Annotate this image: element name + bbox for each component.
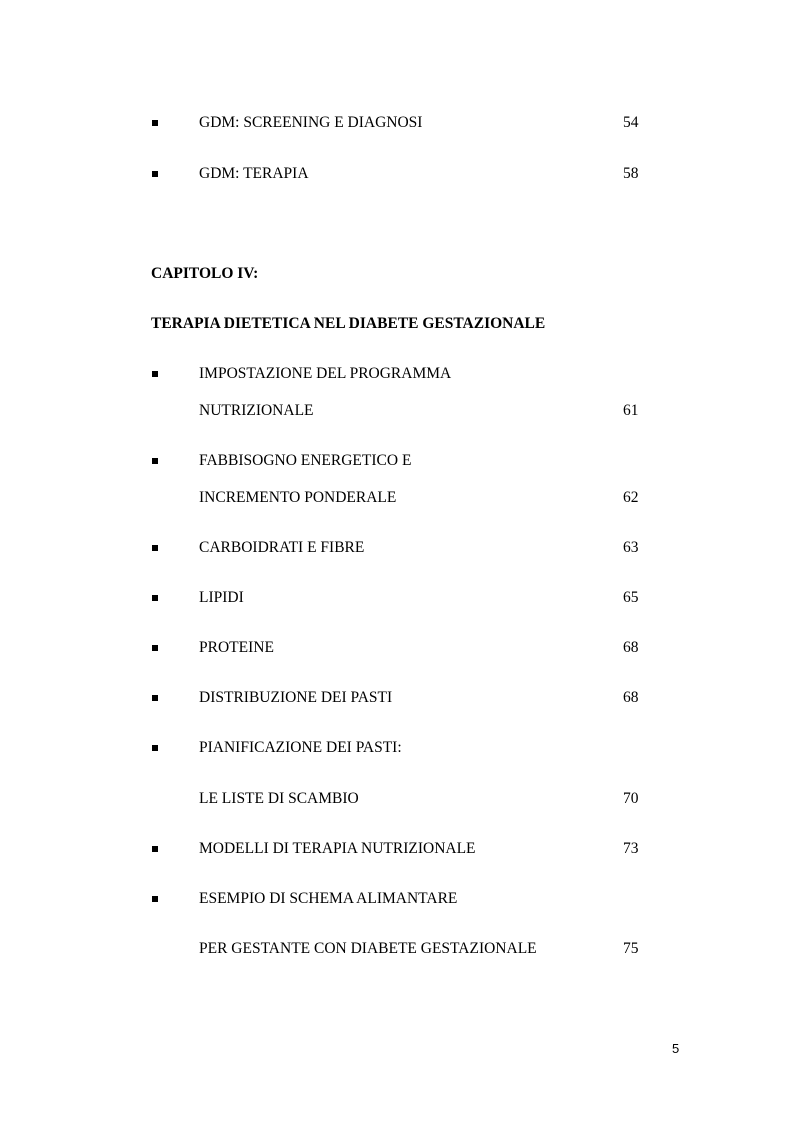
toc-entry-title-line1: IMPOSTAZIONE DEL PROGRAMMA [199, 365, 452, 382]
bullet-icon [152, 545, 158, 551]
toc-entry-title: DISTRIBUZIONE DEI PASTI [199, 689, 393, 706]
toc-entry-page: 61 [623, 402, 639, 419]
bullet-icon [152, 120, 158, 126]
toc-entry-page: 75 [623, 940, 639, 957]
toc-entry-title: PROTEINE [199, 639, 274, 656]
toc-entry-page: 62 [623, 489, 639, 506]
toc-entry-title: MODELLI DI TERAPIA NUTRIZIONALE [199, 840, 476, 857]
chapter-label: CAPITOLO IV: [151, 265, 259, 282]
toc-entry-page: 58 [623, 165, 639, 182]
toc-entry-title: GDM: SCREENING E DIAGNOSI [199, 114, 423, 131]
toc-entry-title: CARBOIDRATI E FIBRE [199, 539, 365, 556]
bullet-icon [152, 645, 158, 651]
toc-entry-title-line2: PER GESTANTE CON DIABETE GESTAZIONALE [199, 940, 537, 957]
toc-entry-title-line1: PIANIFICAZIONE DEI PASTI: [199, 739, 402, 756]
toc-entry-page: 68 [623, 689, 639, 706]
chapter-title: TERAPIA DIETETICA NEL DIABETE GESTAZIONALE [151, 315, 546, 332]
toc-entry-title-line2: LE LISTE DI SCAMBIO [199, 790, 359, 807]
toc-entry-title-line1: FABBISOGNO ENERGETICO E [199, 452, 412, 469]
toc-entry-page: 73 [623, 840, 639, 857]
bullet-icon [152, 745, 158, 751]
toc-entry-page: 63 [623, 539, 639, 556]
toc-entry-page: 65 [623, 589, 639, 606]
toc-entry-page: 54 [623, 114, 639, 131]
bullet-icon [152, 171, 158, 177]
bullet-icon [152, 371, 158, 377]
footer-page-number: 5 [672, 1041, 680, 1056]
bullet-icon [152, 695, 158, 701]
toc-entry-title-line2: INCREMENTO PONDERALE [199, 489, 397, 506]
toc-entry-page: 70 [623, 790, 639, 807]
bullet-icon [152, 896, 158, 902]
bullet-icon [152, 846, 158, 852]
toc-entry-title: GDM: TERAPIA [199, 165, 309, 182]
toc-entry-page: 68 [623, 639, 639, 656]
toc-entry-title-line2: NUTRIZIONALE [199, 402, 314, 419]
toc-entry-title-line1: ESEMPIO DI SCHEMA ALIMANTARE [199, 890, 458, 907]
bullet-icon [152, 595, 158, 601]
bullet-icon [152, 458, 158, 464]
toc-entry-title: LIPIDI [199, 589, 244, 606]
